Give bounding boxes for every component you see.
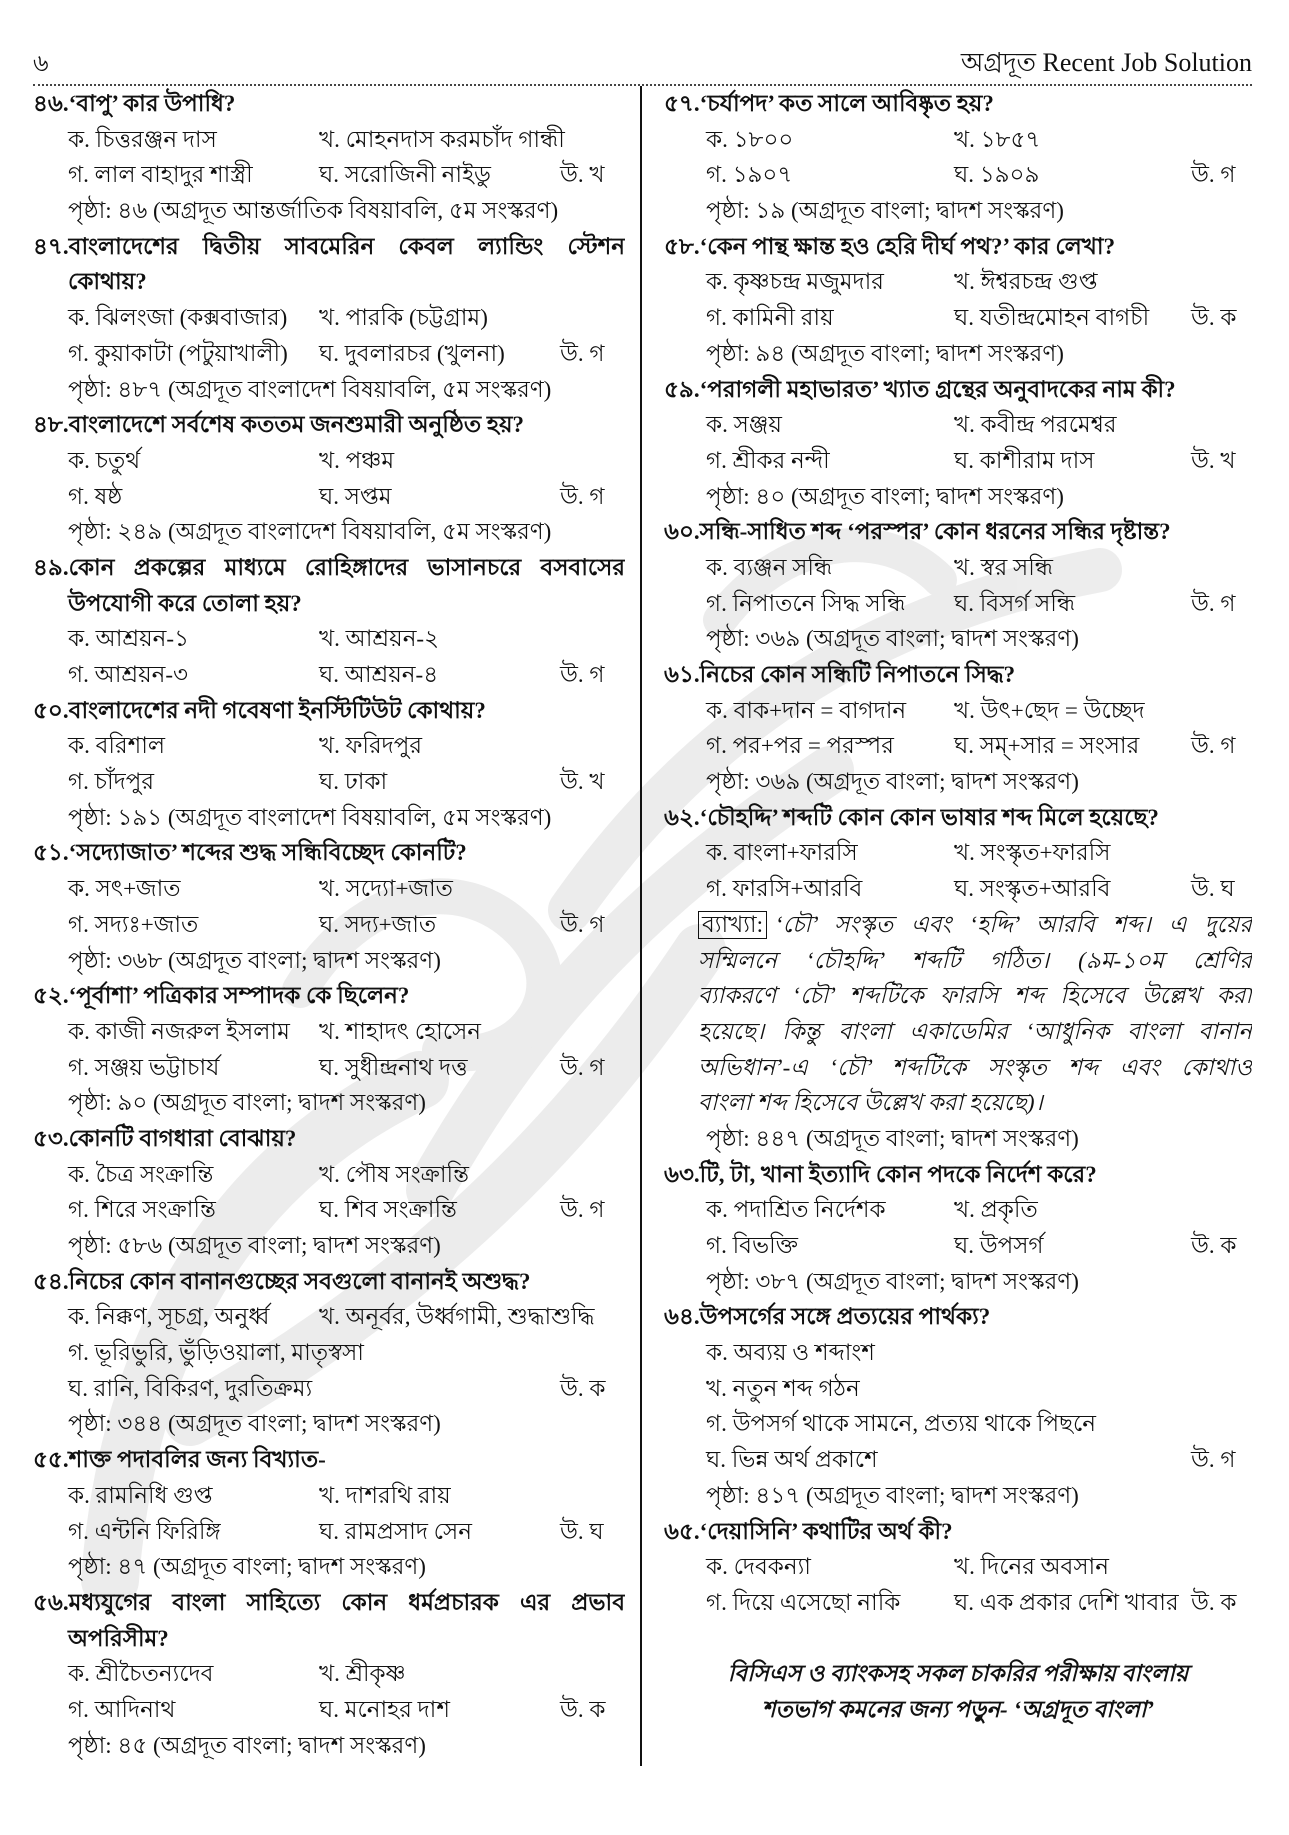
option: ক. আশ্রয়ন-১ xyxy=(68,626,189,652)
question-list xyxy=(664,86,1252,1621)
answer-label: উ. গ xyxy=(560,483,605,509)
option: ক. রামনিধি গুপ্ত xyxy=(68,1482,213,1508)
page-reference: পৃষ্ঠা: ৩৬৯ (অগ্রদূত বাংলা; দ্বাদশ সংস্করণ) xyxy=(706,626,1079,652)
option: গ. কুয়াকাটা (পটুয়াখালী) xyxy=(68,340,288,366)
question-number: ৪৮. xyxy=(33,412,69,438)
question-text-line xyxy=(664,1157,1252,1193)
page-reference: পৃষ্ঠা: ৪৭ (অগ্রদূত বাংলা; দ্বাদশ সংস্করণ) xyxy=(68,1554,426,1580)
option: খ. নতুন শব্দ গঠন xyxy=(706,1375,860,1401)
question-text-line xyxy=(664,657,1252,693)
option: ক. নিক্কণ, সূচগ্র, অনুর্ধ্ব xyxy=(68,1304,270,1330)
option: খ. উৎ+ছেদ = উচ্ছেদ xyxy=(954,697,1145,723)
question-block xyxy=(664,1299,1252,1513)
answer-label: উ. গ xyxy=(560,911,605,937)
option-row xyxy=(33,122,625,158)
option: গ. বিভক্তি xyxy=(706,1233,799,1258)
question-block xyxy=(664,657,1252,800)
page-reference: পৃষ্ঠা: ৪৪৭ (অগ্রদূত বাংলা; দ্বাদশ সংস্করণ) xyxy=(706,1125,1079,1151)
option: গ. উপসর্গ থাকে সামনে, প্রত্যয় থাকে পিছনে xyxy=(706,1411,1097,1437)
option: ঘ. সম্+সার = সংসার xyxy=(954,733,1140,759)
option: ক. ঝিলংজা (কক্সবাজার) xyxy=(68,305,288,331)
option: খ. দাশরথি রায় xyxy=(319,1482,451,1508)
question-text: বাংলাদেশে সর্বশেষ কততম জনশুমারী অনুষ্ঠিত হয়? xyxy=(68,412,524,438)
option: খ. কবীন্দ্র পরমেশ্বর xyxy=(954,412,1117,438)
option: ক. বাংলা+ফারসি xyxy=(706,840,858,866)
option: ক. চৈত্র সংক্রান্তি xyxy=(68,1161,214,1187)
option: গ. আশ্রয়ন-৩ xyxy=(68,662,189,687)
question-text: ‘পূর্বাশা’ পত্রিকার সম্পাদক কে ছিলেন? xyxy=(68,983,410,1009)
question-block xyxy=(33,693,625,836)
page-reference: পৃষ্ঠা: ৪০ (অগ্রদূত বাংলা; দ্বাদশ সংস্করণ) xyxy=(706,483,1064,509)
option-row xyxy=(664,1549,1252,1585)
question-block xyxy=(33,407,625,550)
option-row xyxy=(33,479,625,515)
option: ঘ. শিব সংক্রান্তি xyxy=(319,1197,457,1223)
answer-label: উ. ঘ xyxy=(560,1518,604,1544)
promo-line: বিসিএস ও ব্যাংকসহ সকল চাকরির পরীক্ষায় বাংলায় xyxy=(727,1661,1189,1687)
question-text: বাংলাদেশের নদী গবেষণা ইনস্টিটিউট কোথায়? xyxy=(68,697,486,723)
option-row xyxy=(664,871,1252,907)
question-text: ‘চর্যাপদ’ কত সালে আবিষ্কৃত হয়? xyxy=(699,91,994,116)
question-number: ৫৪. xyxy=(33,1268,69,1294)
answer-label: উ. গ xyxy=(560,340,605,366)
option: ক. কৃষ্ণচন্দ্র মজুমদার xyxy=(706,269,884,295)
option-row xyxy=(664,586,1252,622)
answer-label: উ. ক xyxy=(1191,1589,1237,1615)
option: ক. অব্যয় ও শব্দাংশ xyxy=(706,1340,875,1366)
option: খ. ঈশ্বরচন্দ্র গুপ্ত xyxy=(954,269,1098,295)
option: গ. ১৯০৭ xyxy=(706,162,793,188)
option: ক. চতুর্থ xyxy=(68,447,141,473)
page-reference: পৃষ্ঠা: ৯৪ (অগ্রদূত বাংলা; দ্বাদশ সংস্করণ) xyxy=(706,340,1064,366)
question-block xyxy=(664,514,1252,657)
option: গ. শিরে সংক্রান্তি xyxy=(68,1197,216,1223)
option: খ. ১৮৫৭ xyxy=(954,126,1041,152)
answer-label: উ. গ xyxy=(1191,590,1236,616)
question-block xyxy=(33,978,625,1121)
option: খ. দিনের অবসান xyxy=(954,1554,1109,1580)
question-number: ৫৭. xyxy=(664,91,700,116)
option: গ. কামিনী রায় xyxy=(706,305,834,331)
question-block xyxy=(33,835,625,978)
option: খ. ফরিদপুর xyxy=(319,733,422,759)
page-reference: পৃষ্ঠা: ৪৬ (অগ্রদূত আন্তর্জাতিক বিষয়াবলি, ৫ম সংস্করণ) xyxy=(68,198,559,224)
answer-label: উ. ক xyxy=(560,1696,606,1722)
question-text: কোন প্রকল্পের মাধ্যমে রোহিঙ্গাদের ভাসানচরে বসবাসের xyxy=(68,554,625,580)
question-number: ৬৫. xyxy=(664,1518,700,1544)
question-text: ‘পরাগলী মহাভারত’ খ্যাত গ্রন্থের অনুবাদকের নাম কী? xyxy=(699,376,1176,402)
question-text-line xyxy=(33,978,625,1014)
question-block xyxy=(664,1514,1252,1621)
option: গ. লাল বাহাদুর শাস্ত্রী xyxy=(68,162,253,188)
explanation-text: ‘চৌ’ সংস্কৃত এবং ‘হদ্দি’ আরবি শব্দ। এ দুয়ের xyxy=(774,911,1252,937)
option-row xyxy=(664,157,1252,193)
option-row xyxy=(664,1228,1252,1264)
question-block xyxy=(33,1585,625,1763)
option-row xyxy=(664,407,1252,443)
option: ঘ. সপ্তম xyxy=(319,483,392,509)
question-text-line xyxy=(33,1121,625,1157)
option: খ. সংস্কৃত+ফারসি xyxy=(954,840,1111,866)
question-text-line xyxy=(664,372,1252,408)
question-number: ৫২. xyxy=(33,983,69,1009)
answer-label: উ. গ xyxy=(560,1054,605,1080)
question-text-line xyxy=(33,1442,625,1478)
question-text: ‘সদ্যোজাত’ শব্দের শুদ্ধ সন্ধিবিচ্ছেদ কোনটি? xyxy=(68,840,467,866)
option: ক. বাক+দান = বাগদান xyxy=(706,697,907,723)
question-number: ৬৪. xyxy=(664,1304,700,1330)
option-row xyxy=(33,1692,625,1728)
option: খ. স্বর সন্ধি xyxy=(954,554,1053,580)
answer-label: উ. গ xyxy=(560,1197,605,1223)
option-row xyxy=(664,1335,1252,1371)
page-reference: পৃষ্ঠা: ৪৫ (অগ্রদূত বাংলা; দ্বাদশ সংস্করণ) xyxy=(68,1732,426,1758)
option-row xyxy=(33,1192,625,1228)
option-row xyxy=(664,1442,1252,1478)
question-text-line xyxy=(33,229,625,265)
question-text-line xyxy=(664,229,1252,265)
option: গ. আদিনাথ xyxy=(68,1696,176,1722)
question-text: ‘দেয়াসিনি’ কথাটির অর্থ কী? xyxy=(699,1518,953,1544)
option-row xyxy=(33,1371,625,1407)
option-row xyxy=(664,693,1252,729)
option: ক. পদাশ্রিত নির্দেশক xyxy=(706,1197,886,1223)
option-row xyxy=(33,1478,625,1514)
option: গ. ফারসি+আরবি xyxy=(706,876,863,902)
question-number: ৫০. xyxy=(33,697,69,723)
question-block xyxy=(33,550,625,693)
page-reference: পৃষ্ঠা: ৩৮৭ (অগ্রদূত বাংলা; দ্বাদশ সংস্করণ) xyxy=(706,1268,1079,1294)
option-row xyxy=(33,657,625,693)
option: ঘ. সদ্য+জাত xyxy=(319,911,437,937)
option: গ. সঞ্জয় ভট্টাচার্য xyxy=(68,1054,220,1080)
question-text-line xyxy=(664,1299,1252,1335)
option: ক. চিত্তরঞ্জন দাস xyxy=(68,126,217,152)
option: খ. শ্রীকৃষ্ণ xyxy=(319,1661,406,1687)
option: খ. সদ্যো+জাত xyxy=(319,876,453,902)
option-row xyxy=(33,1335,625,1371)
running-header xyxy=(33,44,1252,84)
option-row xyxy=(33,443,625,479)
explanation-text: অভিধান’-এ ‘চৌ’ শব্দটিকে সংস্কৃত শব্দ এবং কোথাও xyxy=(698,1054,1252,1080)
option-row xyxy=(664,264,1252,300)
explanation-line xyxy=(664,907,1252,943)
explanation-text: সম্মিলনে ‘চৌহদ্দি’ শব্দটি গঠিত। (৯ম-১০ম শ্রেণির xyxy=(698,947,1252,973)
spacer xyxy=(664,1621,1252,1657)
option: ঘ. উপসর্গ xyxy=(954,1233,1044,1258)
explanation-text: হয়েছে। কিন্তু বাংলা একাডেমির ‘আধুনিক বাংলা বানান xyxy=(698,1018,1252,1044)
explanation-label: ব্যাখ্যা: xyxy=(698,911,767,939)
answer-label: উ. ক xyxy=(560,1375,606,1401)
option-row xyxy=(33,764,625,800)
question-text-line xyxy=(33,586,625,622)
right-column xyxy=(664,86,1252,1826)
question-number: ৫৯. xyxy=(664,376,700,402)
page-reference: পৃষ্ঠা: ১৯১ (অগ্রদূত বাংলাদেশ বিষয়াবলি, ৫ম সংস্করণ) xyxy=(68,804,552,830)
answer-label: উ. খ xyxy=(560,769,605,795)
answer-label: উ. গ xyxy=(560,662,605,687)
question-text: বাংলাদেশের দ্বিতীয় সাবমেরিন কেবল ল্যান্ডিং স্টেশন xyxy=(68,233,625,259)
page-reference: পৃষ্ঠা: ৯০ (অগ্রদূত বাংলা; দ্বাদশ সংস্করণ) xyxy=(68,1090,426,1116)
answer-label: উ. গ xyxy=(1191,1447,1236,1473)
option-row xyxy=(664,1371,1252,1407)
header-title: অগ্রদূত Recent Job Solution xyxy=(960,48,1252,77)
page-reference: পৃষ্ঠা: ৩৪৪ (অগ্রদূত বাংলা; দ্বাদশ সংস্করণ) xyxy=(68,1411,441,1437)
question-number: ৪৭. xyxy=(33,233,69,259)
option-row xyxy=(664,1192,1252,1228)
page-reference: পৃষ্ঠা: ৪১৭ (অগ্রদূত বাংলা; দ্বাদশ সংস্করণ) xyxy=(706,1482,1079,1508)
question-text: ‘বাপু’ কার উপাধি? xyxy=(68,91,236,116)
option-row xyxy=(33,621,625,657)
question-text-line xyxy=(664,800,1252,836)
answer-label: উ. খ xyxy=(560,162,605,188)
question-text-line xyxy=(664,1514,1252,1550)
explanation-line xyxy=(664,978,1252,1014)
option: গ. চাঁদপুর xyxy=(68,769,155,795)
page-reference: পৃষ্ঠা: ৪৮৭ (অগ্রদূত বাংলাদেশ বিষয়াবলি, ৫ম সংস্করণ) xyxy=(68,376,552,402)
question-text-line xyxy=(664,86,1252,122)
question-block xyxy=(33,1442,625,1585)
answer-label: উ. ঘ xyxy=(1191,876,1235,902)
explanation-text: বাংলা শব্দ হিসেবে উল্লেখ করা হয়েছে)। xyxy=(698,1090,1043,1116)
question-text: নিচের কোন সন্ধিটি নিপাতনে সিদ্ধ? xyxy=(699,662,1016,687)
option: ঘ. ভিন্ন অর্থ প্রকাশে xyxy=(706,1447,878,1473)
question-block xyxy=(664,86,1252,229)
option-row xyxy=(33,1014,625,1050)
option: ঘ. ঢাকা xyxy=(319,769,388,795)
left-column xyxy=(33,86,625,1826)
answer-label: উ. গ xyxy=(1191,162,1236,188)
promo-line: শতভাগ কমনের জন্য পড়ুন- ‘অগ্রদূত বাংলা’ xyxy=(761,1696,1155,1722)
question-text: ‘কেন পান্থ ক্ষান্ত হও হেরি দীর্ঘ পথ?’ কার লেখা? xyxy=(699,233,1116,259)
option-row xyxy=(664,1406,1252,1442)
question-number: ৬৩. xyxy=(664,1161,700,1187)
option-row xyxy=(664,443,1252,479)
option: গ. নিপাতনে সিদ্ধ সন্ধি xyxy=(706,590,906,616)
option-row xyxy=(33,1157,625,1193)
option-row xyxy=(664,835,1252,871)
question-block xyxy=(664,800,1252,1157)
option: ঘ. আশ্রয়ন-৪ xyxy=(319,662,439,687)
option-row xyxy=(33,1299,625,1335)
option: ঘ. সুধীন্দ্রনাথ দত্ত xyxy=(319,1054,468,1080)
question-number: ৬১. xyxy=(664,662,700,687)
question-text-line xyxy=(33,835,625,871)
question-text-line xyxy=(33,264,625,300)
option: গ. পর+পর = পরস্পর xyxy=(706,733,894,759)
option: খ. পঞ্চম xyxy=(319,447,395,473)
question-block xyxy=(664,229,1252,372)
question-text: নিচের কোন বানানগুচ্ছের সবগুলো বানানই অশুদ্ধ? xyxy=(68,1268,531,1294)
option: গ. শ্রীকর নন্দী xyxy=(706,447,830,473)
question-block xyxy=(33,229,625,407)
option: ঘ. এক প্রকার দেশি খাবার xyxy=(954,1589,1179,1615)
option: খ. পারকি (চট্টগ্রাম) xyxy=(319,305,488,331)
option-row xyxy=(33,871,625,907)
page-reference: পৃষ্ঠা: ৫৮৬ (অগ্রদূত বাংলা; দ্বাদশ সংস্করণ) xyxy=(68,1233,441,1258)
question-number: ৫৫. xyxy=(33,1447,69,1473)
question-text: উপযোগী করে তোলা হয়? xyxy=(68,590,302,616)
option-row xyxy=(664,1585,1252,1621)
option: গ. দিয়ে এসেছো নাকি xyxy=(706,1589,901,1615)
question-list xyxy=(33,86,625,1763)
option: ঘ. সরোজিনী নাইডু xyxy=(319,162,491,188)
option: ঘ. সংস্কৃত+আরবি xyxy=(954,876,1111,902)
option: খ. মোহনদাস করমচাঁদ গান্ধী xyxy=(319,126,565,152)
option: খ. অনূর্বর, উর্ধ্বগামী, শুদ্ধাশুদ্ধি xyxy=(319,1304,595,1330)
option: গ. সদ্যঃ+জাত xyxy=(68,911,199,937)
answer-label: উ. গ xyxy=(1191,733,1236,759)
option-row xyxy=(33,300,625,336)
question-number: ৫৮. xyxy=(664,233,700,259)
option: ঘ. রামপ্রসাদ সেন xyxy=(319,1518,472,1544)
question-text: সন্ধি-সাধিত শব্দ ‘পরস্পর’ কোন ধরনের সন্ধির দৃষ্টান্ত? xyxy=(699,519,1171,545)
option: ক. শ্রীচৈতন্যদেব xyxy=(68,1661,214,1687)
option-row xyxy=(33,1514,625,1550)
option-row xyxy=(664,122,1252,158)
question-number: ৬২. xyxy=(664,804,700,830)
question-text-line xyxy=(33,407,625,443)
answer-label: উ. ক xyxy=(1191,305,1237,331)
option-row xyxy=(33,1656,625,1692)
question-number: ৫৩. xyxy=(33,1125,69,1151)
question-block xyxy=(33,86,625,229)
option-row xyxy=(33,157,625,193)
column-divider xyxy=(640,86,642,1766)
question-number: ৫১. xyxy=(33,840,69,866)
explanation-text: ব্যাকরণে ‘চৌ’ শব্দটিকে ফারসি শব্দ হিসেবে উল্লেখ করা xyxy=(698,983,1252,1009)
option: ক. ১৮০০ xyxy=(706,126,794,152)
answer-label: উ. ক xyxy=(1191,1233,1237,1258)
question-text: উপসর্গের সঙ্গে প্রত্যয়ের পার্থক্য? xyxy=(699,1304,991,1330)
question-text-line xyxy=(33,1585,625,1621)
question-text-line xyxy=(33,1621,625,1657)
option: ঘ. যতীন্দ্রমোহন বাগচী xyxy=(954,305,1150,331)
question-text: কোথায়? xyxy=(68,269,147,295)
question-number: ৪৬. xyxy=(33,91,69,116)
option: খ. পৌষ সংক্রান্তি xyxy=(319,1161,469,1187)
question-text-line xyxy=(33,550,625,586)
explanation-line xyxy=(664,943,1252,979)
question-block xyxy=(664,372,1252,515)
option-row xyxy=(33,1050,625,1086)
option-row xyxy=(664,728,1252,764)
option: ঘ. রানি, বিকিরণ, দুরতিক্রম্য xyxy=(68,1375,313,1401)
option: ক. দেবকন্যা xyxy=(706,1554,811,1580)
answer-label: উ. খ xyxy=(1191,447,1236,473)
option: গ. ভূরিভুরি, ভুঁড়িওয়ালা, মাতৃস্বসা xyxy=(68,1340,364,1366)
question-text-line xyxy=(33,1264,625,1300)
question-number: ৫৬. xyxy=(33,1589,69,1615)
explanation-line xyxy=(664,1050,1252,1086)
option: গ. এন্টনি ফিরিঙ্গি xyxy=(68,1518,221,1544)
page-reference: পৃষ্ঠা: ২৪৯ (অগ্রদূত বাংলাদেশ বিষয়াবলি, ৫ম সংস্করণ) xyxy=(68,519,552,545)
option: ক. ব্যঞ্জন সন্ধি xyxy=(706,554,833,580)
question-block xyxy=(33,1264,625,1442)
option: ক. বরিশাল xyxy=(68,733,166,759)
option: ঘ. কাশীরাম দাস xyxy=(954,447,1095,473)
option-row xyxy=(33,728,625,764)
option-row xyxy=(664,300,1252,336)
question-text: মধ্যযুগের বাংলা সাহিত্যে কোন ধর্মপ্রচারক এর প্রভাব xyxy=(68,1589,625,1615)
option: গ. ষষ্ঠ xyxy=(68,483,123,509)
option: ঘ. বিসর্গ সন্ধি xyxy=(954,590,1076,616)
question-text: কোনটি বাগধারা বোঝায়? xyxy=(68,1125,297,1151)
question-number: ৪৯. xyxy=(33,554,69,580)
question-text-line xyxy=(33,86,625,122)
question-block xyxy=(664,1157,1252,1300)
option: খ. শাহাদৎ হোসেন xyxy=(319,1018,482,1044)
question-text: ‘চৌহদ্দি’ শব্দটি কোন কোন ভাষার শব্দ মিলে হয়েছে? xyxy=(699,804,1159,830)
question-text: শাক্ত পদাবলির জন্য বিখ্যাত- xyxy=(68,1447,326,1473)
page-number: ৬ xyxy=(33,51,49,77)
option: খ. আশ্রয়ন-২ xyxy=(319,626,440,652)
option: খ. প্রকৃতি xyxy=(954,1197,1038,1223)
question-number: ৬০. xyxy=(664,519,700,545)
option: ক. সঞ্জয় xyxy=(706,412,782,438)
option-row xyxy=(33,336,625,372)
question-text: অপরিসীম? xyxy=(68,1625,169,1651)
option: ঘ. দুবলারচর (খুলনা) xyxy=(319,340,505,366)
option: ঘ. মনোহর দাশ xyxy=(319,1696,450,1722)
page-reference: পৃষ্ঠা: ১৯ (অগ্রদূত বাংলা; দ্বাদশ সংস্করণ) xyxy=(706,198,1064,224)
option: ঘ. ১৯০৯ xyxy=(954,162,1040,188)
explanation-line xyxy=(664,1085,1252,1121)
option-row xyxy=(664,550,1252,586)
explanation-line xyxy=(664,1014,1252,1050)
option: ক. কাজী নজরুল ইসলাম xyxy=(68,1018,290,1044)
page-reference: পৃষ্ঠা: ৩৬৯ (অগ্রদূত বাংলা; দ্বাদশ সংস্করণ) xyxy=(706,769,1079,795)
question-text-line xyxy=(33,693,625,729)
page-reference: পৃষ্ঠা: ৩৬৮ (অগ্রদূত বাংলা; দ্বাদশ সংস্করণ) xyxy=(68,947,441,973)
question-text: টি, টা, খানা ইত্যাদি কোন পদকে নির্দেশ করে? xyxy=(699,1161,1097,1187)
option-row xyxy=(33,907,625,943)
question-block xyxy=(33,1121,625,1264)
option: ক. সৎ+জাত xyxy=(68,876,181,902)
question-text-line xyxy=(664,514,1252,550)
